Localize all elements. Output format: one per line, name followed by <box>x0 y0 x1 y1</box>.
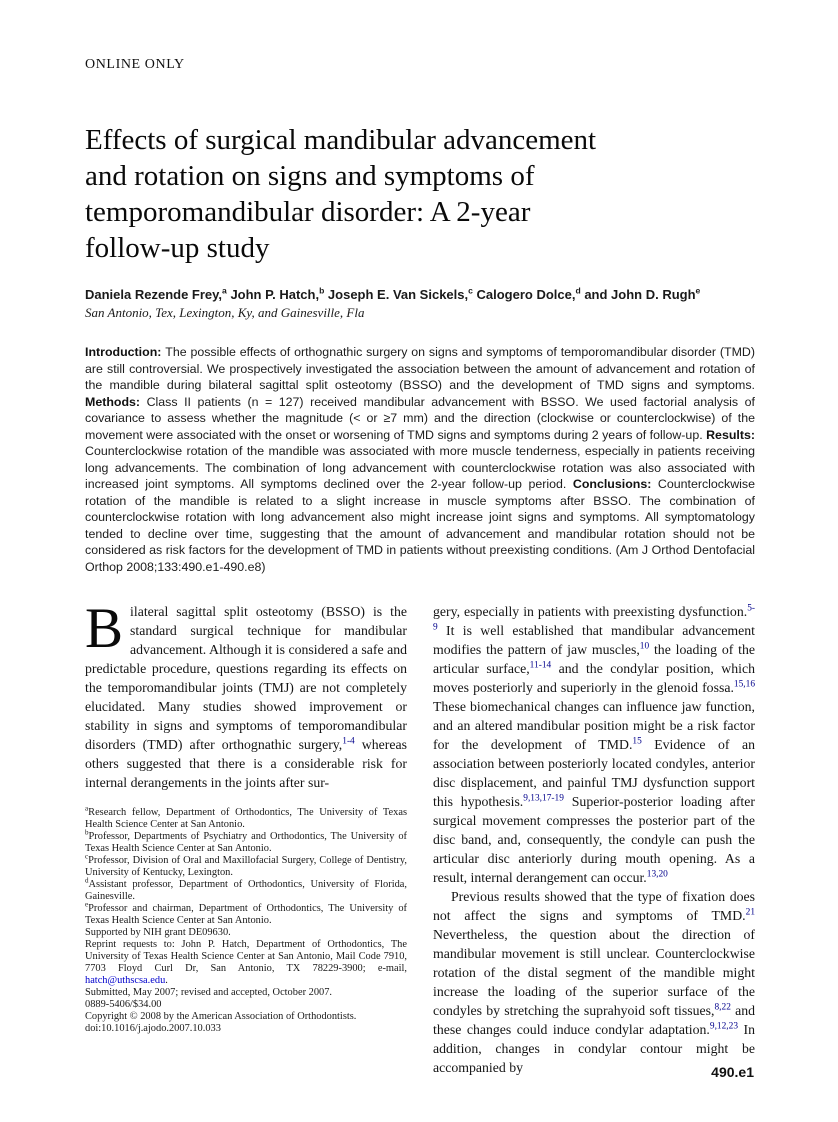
superscript-marker: c <box>85 852 89 861</box>
footnote-affiliation-d: $^d$Assistant professor, Department of Orthodontics, University of Florida, Gainesville. <box>85 876 407 902</box>
title-line: temporomandibular disorder: A 2-year <box>85 196 531 228</box>
left-column <box>85 597 407 1077</box>
online-only-banner: ONLINE ONLY <box>85 57 185 72</box>
title-line: and rotation on signs and symptoms of <box>85 160 535 192</box>
footnote-copyright: Copyright © 2008 by the American Association of Orthodontists. <box>85 1011 357 1022</box>
intro-paragraph <box>85 597 407 792</box>
superscript-marker: d <box>575 285 581 296</box>
reference-link[interactable]: 11-14 <box>529 660 552 671</box>
reference-link[interactable]: 10 <box>639 641 650 652</box>
superscript-marker: a <box>85 804 89 813</box>
section-label: Conclusions: <box>572 477 658 491</box>
reference-link[interactable]: 9,12,23 <box>709 1021 738 1032</box>
footnote-affiliation-e: $^e$Professor and chairman, Department of Orthodontics, The University of Texas Health Science Center at San Antonio. <box>85 900 407 926</box>
section-label: Methods: <box>85 394 147 409</box>
footnote-issn: 0889-5406/$34.00 <box>85 999 162 1010</box>
abstract-paragraph: Introduction: The possible effects of orthognathic surgery on signs and symptoms of temporomandibular disorder (TMD) are still controversial. We prospectively investigated the association between the amount of advancement and rotation of the mandible during bilateral sagittal split osteotomy (BSSO) and the development of TMD signs and symptoms. Methods: Class II patients (n = 127) received mandibular advancement with BSSO. We used factorial analysis of covariance to assess whether the magnitude (< or ≥7 mm) and the direction (clockwise or counterclockwise) of the movement were associated with the onset or worsening of TMD signs and symptoms during 2 years of follow-up. Results: Counterclockwise rotation of the mandible was associated with more muscle tenderness, especially in patients receiving long advancements. The combination of long advancement with counterclockwise rotation was also associated with increased joint symptoms. All symptoms declined over the 2-year follow-up period. Conclusions: Counterclockwise rotation of the mandible is related to a slight increase in muscle symptoms after BSSO. The combination of counterclockwise rotation with long advancement also might increase joint signs and symptoms. All symptomatology tended to decline over time, suggesting that the amount of advancement and mandibular rotation should not be considered as risk factors for the development of TMD in patients without preexisting conditions. (Am J Orthod Dentofacial Orthop 2008;133:490.e1-490.e8) <box>85 345 755 574</box>
body-paragraph-2: Previous results showed that the type of fixation does not affect the signs and symptoms of TMD.$^{21}$ Nevertheless, the question about the direction of mandibular movement is still unclear. Counterclockwise rotation of the distal segment of the mandible might increase the loading of the superior surface of the condyles by stretching the suprahyoid soft tissues,$^{8,22}$ and these changes could induce condylar adaptation.$^{9,12,23}$ In addition, changes in condylar contour might be accompanied by <box>433 889 755 1075</box>
body-columns <box>85 597 756 1077</box>
reference-link[interactable]: 8,22 <box>714 1002 731 1013</box>
superscript-marker: b <box>85 828 89 837</box>
email-link[interactable]: hatch@uthscsa.edu <box>85 975 166 986</box>
intro-paragraph-text: ilateral sagittal split osteotomy (BSSO) is the standard surgical technique for mandibular advancement. Although it is considered a safe and predictable procedure, questions regarding its effects on the temporomandibular joints (TMJ) are not completely elucidated. Many studies showed improvement or stability in signs and symptoms of temporomandibular disorders (TMD) after orthognathic surgery,$^{1-4}$ whereas others suggested that there is a considerable risk for internal derangements in the joints after sur- <box>85 604 407 790</box>
reference-link[interactable]: 21 <box>745 907 755 918</box>
reference-link[interactable]: 1-4 <box>342 736 355 747</box>
superscript-marker: c <box>468 285 473 296</box>
footnote-submitted: Submitted, May 2007; revised and accepted, October 2007. <box>85 987 333 998</box>
footnote-affiliation-b: $^b$Professor, Departments of Psychiatry and Orthodontics, The University of Texas Health Science Center at San Antonio. <box>85 828 407 854</box>
footnote-reprint-requests: Reprint requests to: John P. Hatch, Department of Orthodontics, The University of Texas Health Science Center at San Antonio, Mail Code 7910, 7703 Floyd Curl Dr, San Antonio, TX 78229-3900; e-mail, hatch@uthscsa.edu. <box>85 939 407 986</box>
section-label: Results: <box>706 427 755 442</box>
body-paragraph-1: gery, especially in patients with preexisting dysfunction.$^{5-9}$ It is well established that mandibular advancement modifies the pattern of jaw muscles,$^{10}$ the loading of the articular surface,$^{11-14}$ and the condylar position, which moves posteriorly and superiorly in the glenoid fossa.$^{15,16}$ These biomechanical changes can influence jaw function, and an altered mandibular position might be a risk factor for the development of TMD.$^{15}$ Evidence of an association between posteriorly located condyles, anterior disc displacement, and painful TMJ dysfunction support this hypothesis.$^{9,13,17-19}$ Superior-posterior loading after surgical movement compresses the posterior part of the disc band, and, consequently, the condyle can push the articular disc anteriorly during mouth opening. As a result, internal derangement can occur.$^{13,20}$ <box>433 603 756 885</box>
superscript-marker: e <box>85 900 89 909</box>
title-line: Effects of surgical mandibular advancement <box>85 124 597 156</box>
superscript-marker: a <box>222 285 227 296</box>
reference-link[interactable]: 15,16 <box>733 679 755 690</box>
dropcap-letter: B <box>85 597 124 660</box>
superscript-marker: d <box>85 876 89 885</box>
superscript-marker: e <box>695 285 701 296</box>
footnote-affiliation-c: $^c$Professor, Division of Oral and Maxillofacial Surgery, College of Dentistry, University of Kentucky, Lexington. <box>85 852 407 878</box>
footnote-grant: Supported by NIH grant DE09630. <box>85 927 231 938</box>
section-label: Introduction: <box>85 345 166 359</box>
reference-link[interactable]: 5-9 <box>433 603 755 633</box>
right-column <box>433 602 755 1077</box>
footnote-affiliation-a: $^a$Research fellow, Department of Orthodontics, The University of Texas Health Science Center at San Antonio. <box>85 804 407 830</box>
affiliation-line: San Antonio, Tex, Lexington, Ky, and Gainesville, Fla <box>85 305 365 320</box>
superscript-marker: b <box>319 285 325 296</box>
reference-link[interactable]: 9,13,17-19 <box>523 793 564 804</box>
reference-link[interactable]: 15 <box>632 736 642 747</box>
footnote-doi: doi:10.1016/j.ajodo.2007.10.033 <box>85 1023 221 1034</box>
author-line: Daniela Rezende Frey,$^a$ John P. Hatch,$^b$ Joseph E. Van Sickels,$^c$ Calogero Dolce,$^d$ and John D. Rugh$^e$ <box>85 285 701 302</box>
title-line: follow-up study <box>85 232 270 264</box>
page-content <box>85 57 755 1077</box>
reference-link[interactable]: 13,20 <box>646 869 668 880</box>
footnote-block <box>85 804 407 1035</box>
article-title <box>85 122 755 266</box>
page-number: 490.e1 <box>711 1064 754 1080</box>
